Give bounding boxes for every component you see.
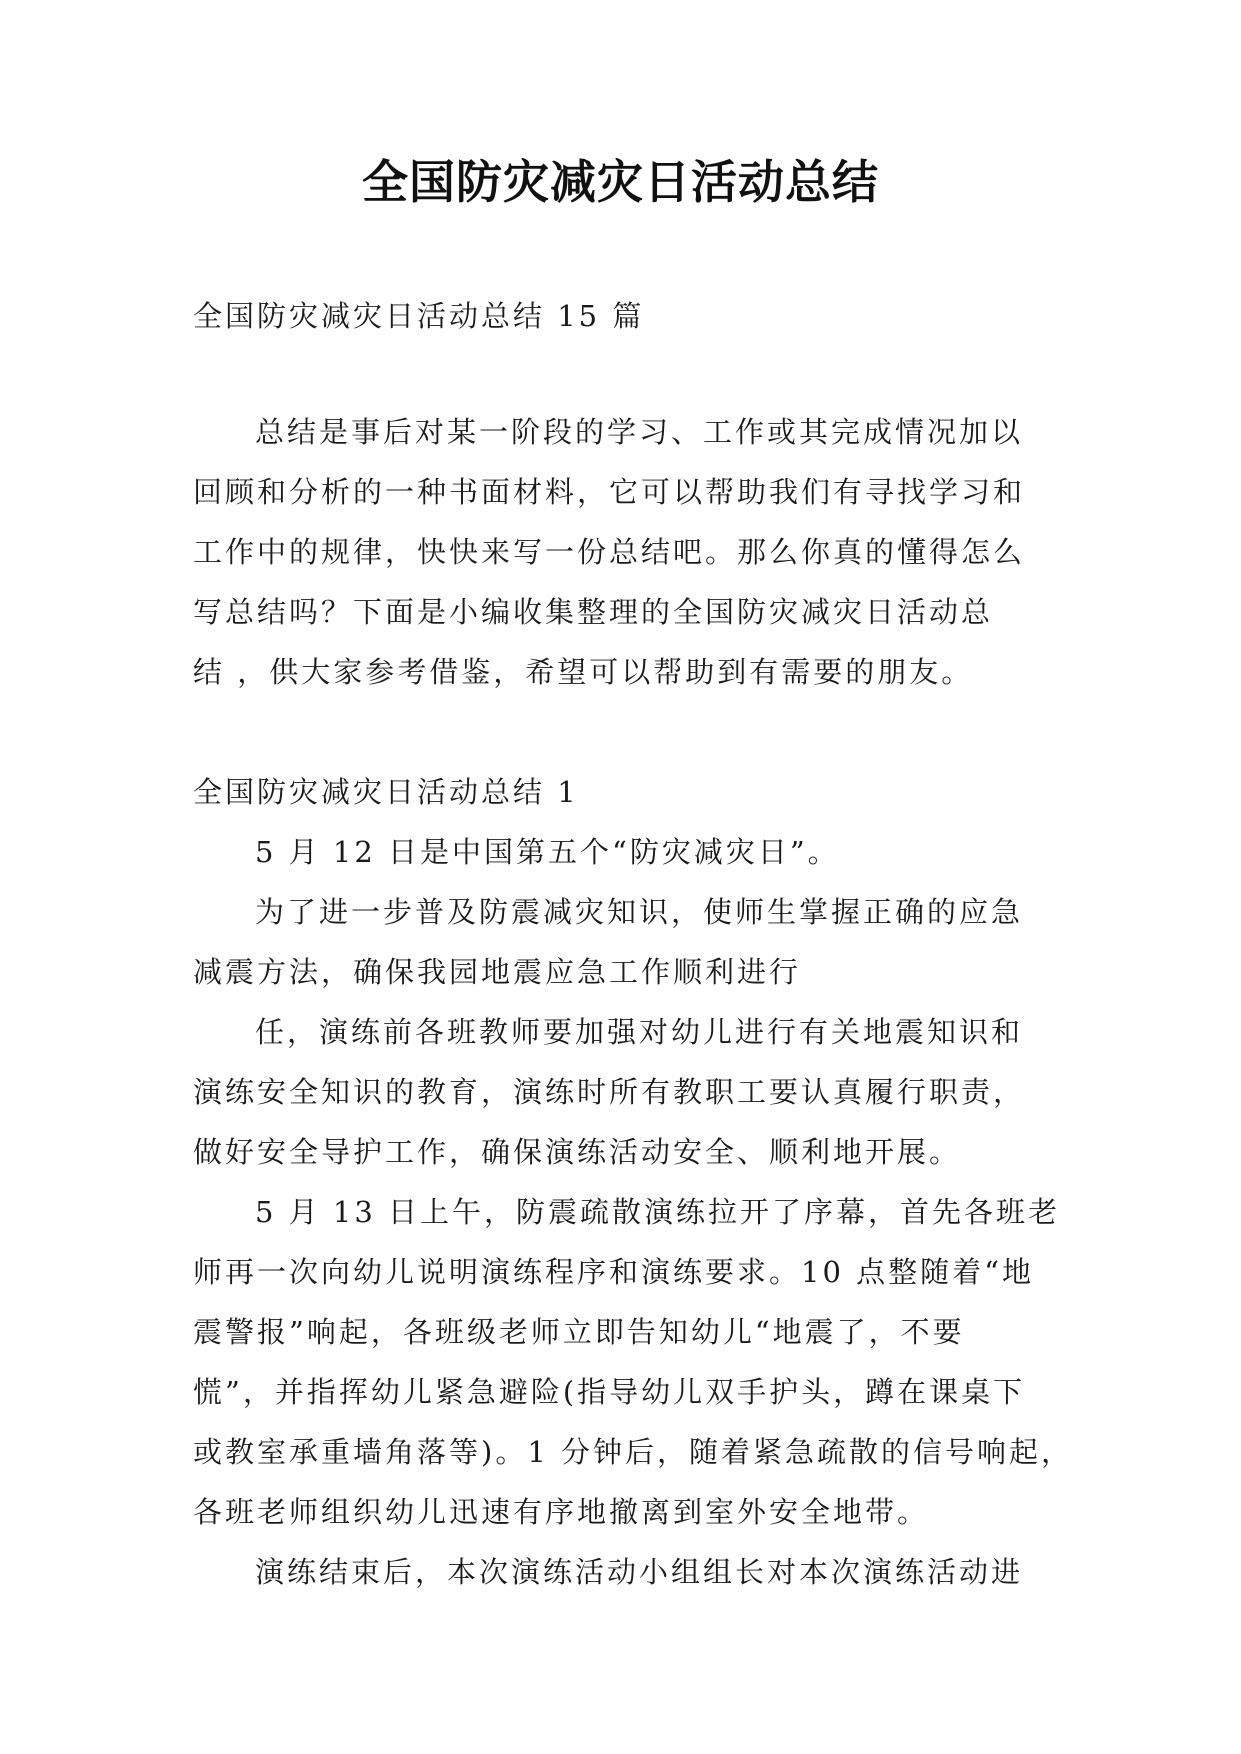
body-line: 慌”，并指挥幼儿紧急避险(指导幼儿双手护头，蹲在课桌下	[193, 1375, 1026, 1409]
body-line: 或教室承重墙角落等)。1 分钟后，随着紧急疏散的信号响起，	[193, 1435, 1073, 1469]
section-body	[193, 822, 1073, 1602]
intro-line: 工作中的规律，快快来写一份总结吧。那么你真的懂得怎么	[193, 535, 1026, 569]
intro-line: 写总结吗？下面是小编收集整理的全国防灾减灾日活动总	[193, 595, 994, 629]
body-line: 5 月 13 日上午，防震疏散演练拉开了序幕，首先各班老	[255, 1195, 1061, 1229]
body-line: 师再一次向幼儿说明演练程序和演练要求。10 点整随着“地	[193, 1255, 1034, 1289]
body-line: 做好安全导护工作，确保演练活动安全、顺利地开展。	[193, 1135, 962, 1169]
intro-line: 总结是事后对某一阶段的学习、工作或其完成情况加以	[255, 415, 1024, 449]
document-title: 全国防灾减灾日活动总结	[362, 155, 879, 209]
body-line: 演练安全知识的教育，演练时所有教职工要认真履行职责，	[193, 1075, 1026, 1109]
intro-line: 结 ，供大家参考借鉴，希望可以帮助到有需要的朋友。	[193, 655, 974, 689]
body-line: 5 月 12 日是中国第五个“防灾减灾日”。	[255, 835, 840, 869]
intro-paragraph	[193, 402, 1053, 702]
intro-line: 回顾和分析的一种书面材料，它可以帮助我们有寻找学习和	[193, 475, 1026, 509]
body-line: 震警报”响起，各班级老师立即告知幼儿“地震了，不要	[193, 1315, 965, 1349]
body-line: 任，演练前各班教师要加强对幼儿进行有关地震知识和	[255, 1015, 1024, 1049]
section-heading: 全国防灾减灾日活动总结 1	[193, 775, 579, 809]
document-subtitle: 全国防灾减灾日活动总结 15 篇	[193, 299, 645, 333]
body-line: 各班老师组织幼儿迅速有序地撤离到室外安全地带。	[193, 1495, 930, 1529]
body-line: 为了进一步普及防震减灾知识，使师生掌握正确的应急	[255, 895, 1024, 929]
body-line: 演练结束后，本次演练活动小组组长对本次演练活动进	[255, 1555, 1024, 1589]
body-line: 减震方法，确保我园地震应急工作顺利进行	[193, 955, 802, 989]
